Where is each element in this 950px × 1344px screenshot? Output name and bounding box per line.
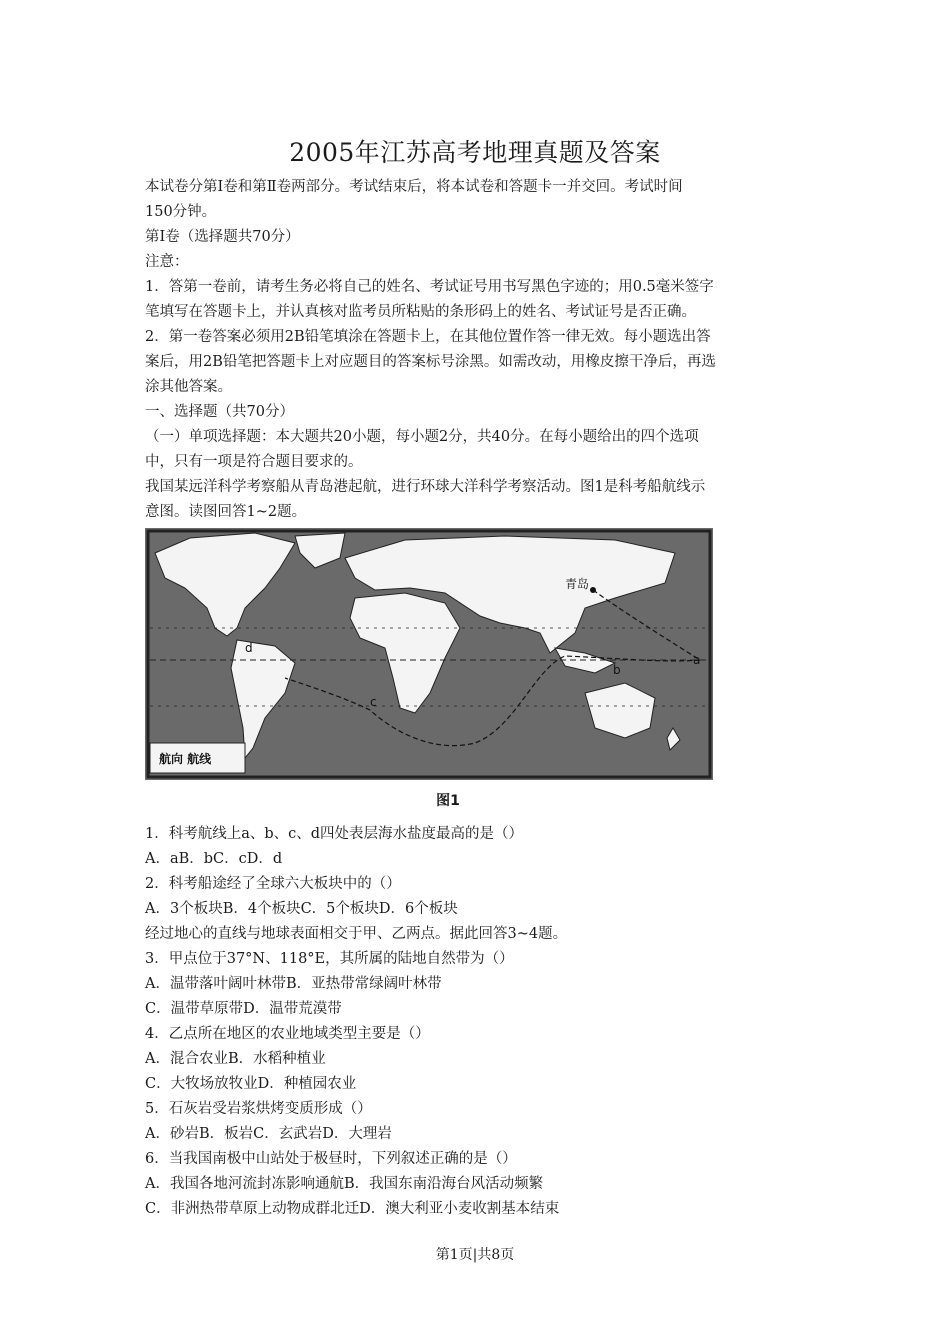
notice-line: 笔填写在答题卡上，并认真核对监考员所粘贴的条形码上的姓名、考试证号是否正确。 [145,304,696,320]
notice-heading: 注意： [145,254,189,270]
section-heading: 第Ⅰ卷（选择题共70分） [145,229,300,245]
notice-line: 2．第一卷答案必须用2B铅笔填涂在答题卡上，在其他位置作答一律无效。每小题选出答 [145,329,711,345]
options-line: A．温带落叶阔叶林带B．亚热带常绿阔叶林带 [145,976,442,992]
point-label-a: a [693,653,701,667]
point-label-b: b [613,663,621,677]
question-line: 5．石灰岩受岩浆烘烤变质形成（） [145,1101,372,1117]
figure-caption: 图1 [436,793,460,809]
context-line: 经过地心的直线与地球表面相交于甲、乙两点。据此回答3~4题。 [145,926,568,942]
question-line: 4．乙点所在地区的农业地域类型主要是（） [145,1026,430,1042]
legend-label: 航向 航线 [159,752,212,766]
question-line: 2．科考船途经了全球六大板块中的（） [145,876,401,892]
context-line: 意图。读图回答1~2题。 [145,504,307,520]
world-route-map [145,528,713,780]
options-line: A．3个板块B．4个板块C．5个板块D．6个板块 [145,901,458,917]
options-line: A．我国各地河流封冻影响通航B．我国东南沿海台风活动频繁 [145,1176,544,1192]
intro-line: 本试卷分第Ⅰ卷和第Ⅱ卷两部分。考试结束后，将本试卷和答题卡一并交回。考试时间 [145,179,683,195]
notice-line: 涂其他答案。 [145,379,232,395]
page-footer: 第1页|共8页 [435,1247,515,1263]
context-line: 我国某远洋科学考察船从青岛港起航，进行环球大洋科学考察活动。图1是科考船航线示 [145,479,706,495]
options-line: C．温带草原带D．温带荒漠带 [145,1001,342,1017]
options-line: C．非洲热带草原上动物成群北迁D．澳大利亚小麦收割基本结束 [145,1201,560,1217]
document-title: 2005年江苏高考地理真题及答案 [289,138,661,167]
qingdao-label: 青岛 [565,577,590,591]
question-line: 3．甲点位于37°N、118°E，其所属的陆地自然带为（） [145,951,514,967]
point-label-d: d [245,641,253,655]
part-heading: 一、选择题（共70分） [145,404,294,420]
options-line: A．砂岩B．板岩C．玄武岩D．大理岩 [145,1126,392,1142]
options-line: A．aB．bC．cD．d [145,851,283,867]
notice-line: 1．答第一卷前，请考生务必将自己的姓名、考试证号用书写黑色字迹的；用0.5毫米签字 [145,279,714,295]
intro-line: 150分钟。 [145,204,217,220]
options-line: C．大牧场放牧业D．种植园农业 [145,1076,357,1092]
options-line: A．混合农业B．水稻种植业 [145,1051,326,1067]
notice-line: 案后，用2B铅笔把答题卡上对应题目的答案标号涂黑。如需改动，用橡皮擦干净后，再选 [145,354,716,370]
instruction-line: 中，只有一项是符合题目要求的。 [145,454,363,470]
point-label-c: c [370,695,377,709]
question-line: 1．科考航线上a、b、c、d四处表层海水盐度最高的是（） [145,826,524,842]
question-line: 6．当我国南极中山站处于极昼时，下列叙述正确的是（） [145,1151,517,1167]
instruction-line: （一）单项选择题：本大题共20小题，每小题2分，共40分。在每小题给出的四个选项 [145,429,699,445]
